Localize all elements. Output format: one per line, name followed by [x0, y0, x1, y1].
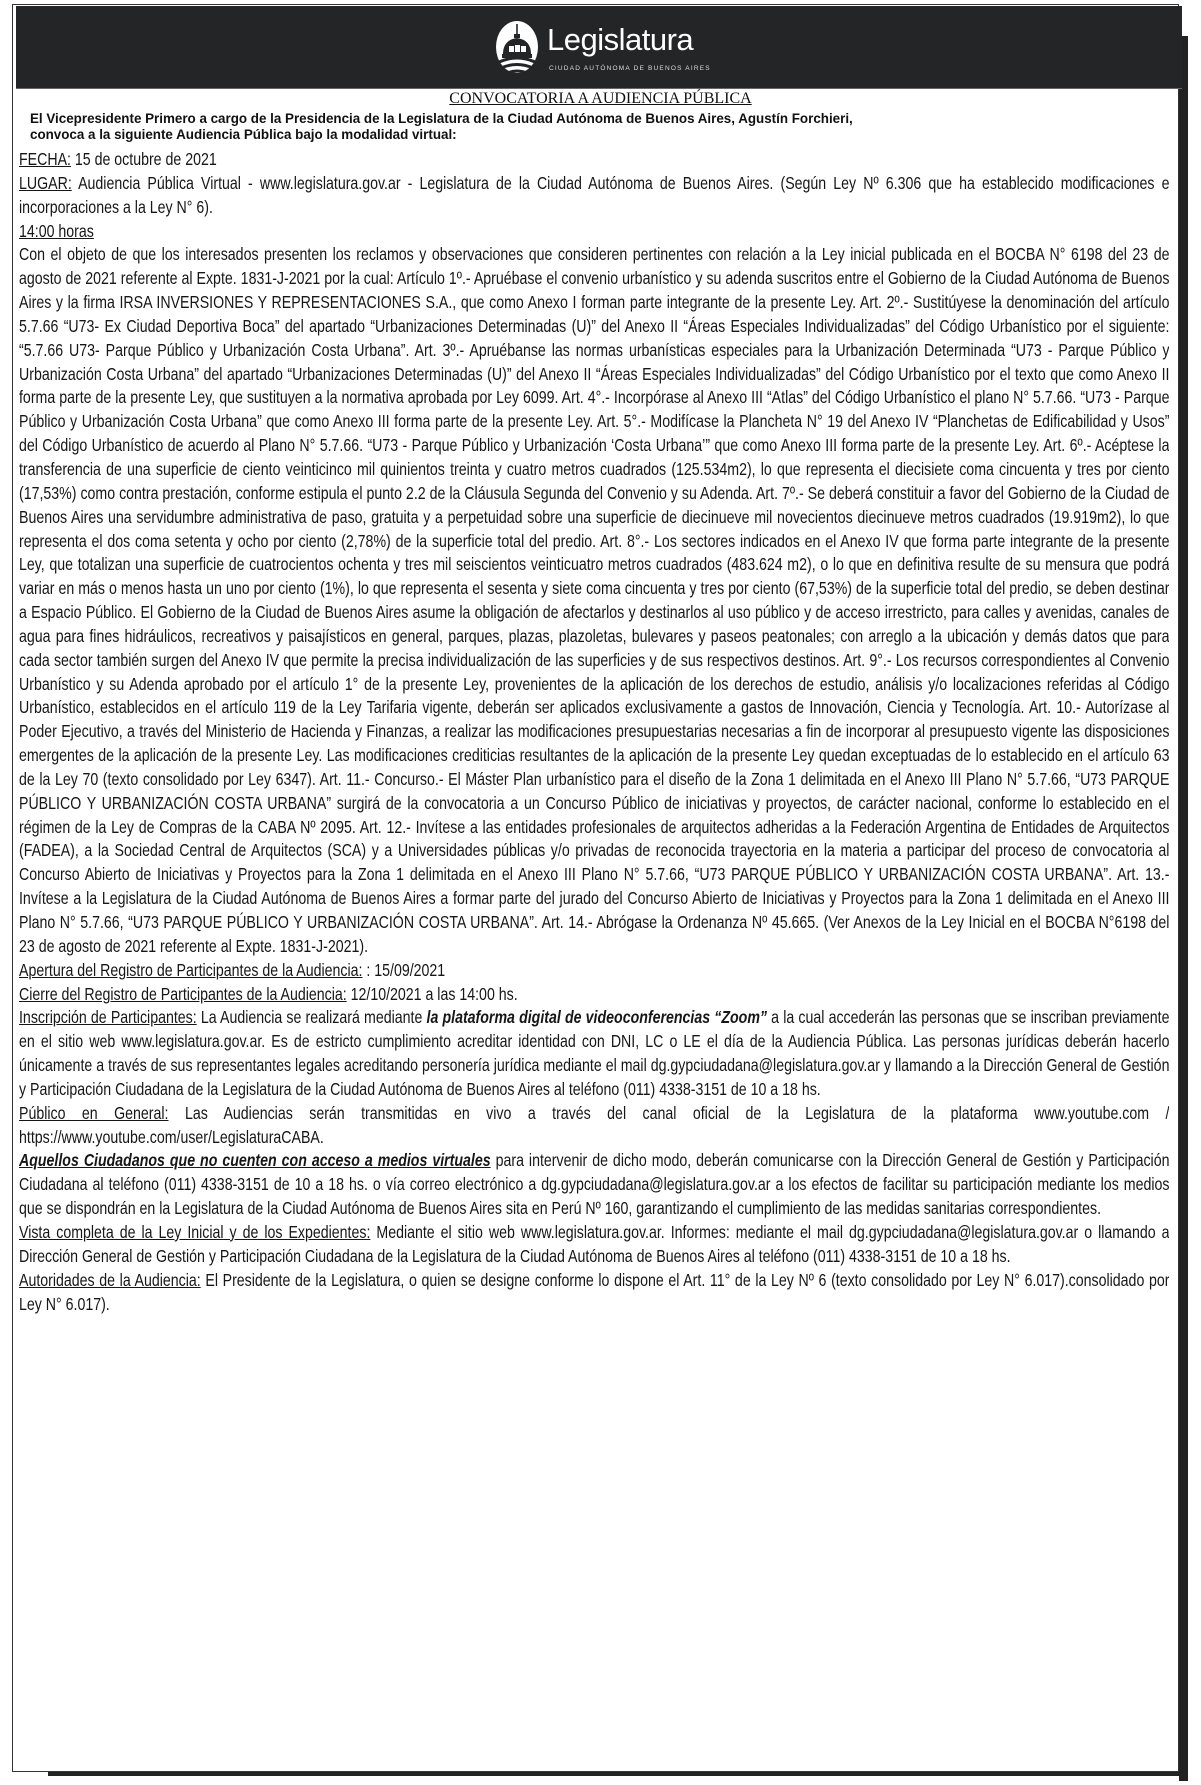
fecha-label: FECHA:: [19, 149, 71, 169]
inscripcion-text-before: La Audiencia se realizará mediante: [196, 1007, 427, 1028]
legislatura-logo: [493, 20, 713, 80]
cierre-label: Cierre del Registro de Participantes de la Audiencia:: [19, 983, 347, 1004]
vista-paragraph: [19, 1221, 1169, 1269]
apertura-label: Apertura del Registro de Participantes de la Audiencia:: [19, 959, 363, 980]
sin-acceso-label: Aquellos Ciudadanos que no cuenten con acceso a medios virtuales: [19, 1150, 491, 1171]
autoridades-value: El Presidente de la Legislatura, o quien se designe conforme lo dispone el Art. 11° de la Ley Nº 6 (texto consolidado por Ley N° 6.017).consolidado por Ley N° 6.017).: [19, 1269, 1169, 1314]
header-banner: [16, 6, 1182, 89]
frame-shadow-right: [1179, 36, 1188, 1781]
publico-paragraph: [19, 1102, 1169, 1150]
lugar-label: LUGAR:: [19, 172, 72, 193]
fecha-line: [19, 148, 1169, 172]
intro-paragraph: [30, 111, 1130, 143]
publico-label: Público en General:: [19, 1102, 169, 1123]
cierre-value: 12/10/2021 a las 14:00 hs.: [346, 983, 518, 1004]
publico-value: Las Audiencias serán transmitidas en vivo a través del canal oficial de la Legislatura de la plataforma www.youtube.com / https://www.youtube.com/user/LegislaturaCABA.: [19, 1102, 1169, 1147]
dome-building-icon: [493, 20, 543, 78]
intro-line-1: El Vicepresidente Primero a cargo de la Presidencia de la Legislatura de la Ciudad Autónoma de Buenos Aires, Agustín Forchieri,: [30, 111, 853, 126]
logo-subtitle: CIUDAD AUTÓNOMA DE BUENOS AIRES: [549, 65, 711, 72]
hora-value: 14:00 horas: [19, 220, 94, 241]
inscripcion-text-after: a la cual accederán las personas que se inscriban previamente en el sitio web www.legislatura.gov.ar. Es de estricto cumplimiento acreditar identidad con DNI, LC o LE el día de la Audiencia Pública. Las personas jurídicas deberán hacerlo únicamente a través de sus representantes legales acreditando personería jurídica mediante el mail dg.gypciudadana@legislatura.gov.ar y llamando a la Dirección General de Gestión y Participación Ciudadana de la Legislatura de la Ciudad Autónoma de Buenos Aires al teléfono (011) 4338-3151 de 10 a 18 hs.: [19, 1007, 1169, 1099]
hora-line: [19, 220, 1169, 244]
autoridades-label: Autoridades de la Audiencia:: [19, 1269, 201, 1290]
objeto-paragraph: Con el objeto de que los interesados presenten los reclamos y observaciones que consideren pertinentes con relación a la Ley inicial publicada en el BOCBA N° 6198 del 23 de agosto de 2021 referente al Expte. 1831-J-2021 por la cual: Artículo 1º.- Apruébase el convenio urbanístico y su adenda suscritos entre el Gobierno de la Ciudad Autónoma de Buenos Aires y la firma IRSA INVERSIONES Y REPRESENTACIONES S.A., que como Anexo I forman parte integrante de la presente Ley. Art. 2º.- Sustitúyese la denominación del artículo 5.7.66 “U73- Ex Ciudad Deportiva Boca” del apartado “Urbanizaciones Determinadas (U)” del Anexo II “Áreas Especiales Individualizadas” del Código Urbanístico por el siguiente: “5.7.66 U73- Parque Público y Urbanización Costa Urbana”. Art. 3º.- Apruébanse las normas urbanísticas especiales para la Urbanización Determinada “U73 - Parque Público y Urbanización Costa Urbana” del apartado “Urbanizaciones Determinadas (U)” del Anexo II “Áreas Especiales Individualizadas” del Código Urbanístico por el texto que como Anexo II forma parte de la presente Ley, que sustituyen a la normativa aprobada por Ley 6099. Art. 4°.- Incorpórase al Anexo III “Atlas” del Código Urbanístico el plano N° 5.7.66. “U73 - Parque Público y Urbanización Costa Urbana” que como Anexo III forma parte de la presente Ley. Art. 5°.- Modifícase la Plancheta N° 19 del Anexo IV “Planchetas de Edificabilidad y Usos” del Código Urbanístico de acuerdo al Plano N° 5.7.66. “U73 - Parque Público y Urbanización ‘Costa Urbana’” que como Anexo III forma parte de la presente Ley. Art. 6º.- Acéptese la transferencia de una superficie de ciento veinticinco mil quinientos treinta y cuatro metros cuadrados (125.534m2), lo que representa el diecisiete coma cincuenta y tres por ciento (17,53%) como contra prestación, conforme estipula el punto 2.2 de la Cláusula Segunda del Convenio y su Adenda. Art. 7º.- Se deberá constituir a favor del Gobierno de la Ciudad de Buenos Aires una servidumbre administrativa de paso, gratuita y a perpetuidad sobre una superficie de diecinueve mil novecientos diecinueve metros cuadrados (19.919m2), lo que representa el dos coma setenta y ocho por ciento (2,78%) de la superficie total del predio. Art. 8°.- Los sectores indicados en el Anexo IV que forma parte integrante de la presente Ley, que totalizan una superficie de cuatrocientos ochenta y tres mil seiscientos veinticuatro metros cuadrados (483.624 m2), o lo que en definitiva resulte de su mensura que podrá variar en más o menos hasta un uno por ciento (1%), lo que representa el sesenta y siete coma cincuenta y tres por ciento (67,53%) de la superficie total del predio, se deben destinar a Espacio Público. El Gobierno de la Ciudad de Buenos Aires asume la obligación de afectarlos y destinarlos al uso público y de acceso irrestricto, para calles y avenidas, canales de agua para fines hidráulicos, recreativos y paisajísticos en general, parques, plazas, plazoletas, bulevares y paseos peatonales; con arreglo a la ubicación y demás datos que para cada sector también surgen del Anexo IV que permite la precisa individualización de las superficies y de sus respectivos destinos. Art. 9°.- Los recursos correspondientes al Convenio Urbanístico y su Adenda aprobado por el artículo 1° de la presente Ley, provenientes de la aplicación de los derechos de estudio, análisis y/o localizaciones referidas al Código Urbanístico, establecidos en el artículo 119 de la Ley Tarifaria vigente, deberán ser aplicados exclusivamente a gastos de Innovación, Ciencia y Tecnología. Art. 10.- Autorízase al Poder Ejecutivo, a través del Ministerio de Hacienda y Finanzas, a realizar las modificaciones presupuestarias necesarias a fin de incorporar al presupuesto vigente las disposiciones emergentes de la aplicación de la presente Ley. Las modificaciones crediticias resultantes de la aplicación de la presente Ley quedan exceptuadas de lo establecido en el artículo 63 de la Ley 70 (texto consolidado por Ley 6347). Art. 11.- Concurso.- El Máster Plan urbanístico para el diseño de la Zona 1 delimitada en el Anexo III Plano N° 5.7.66, “U73 PARQUE PÚBLICO Y URBANIZACIÓN COSTA URBANA” surgirá de la convocatoria a un Concurso Público de iniciativas y proyectos, de carácter nacional, conforme lo establecido en el régimen de la Ley de Compras de la CABA Nº 2095. Art. 12.- Invítese a las entidades profesionales de arquitectos adheridas a la Federación Argentina de Entidades de Arquitectos (FADEA), a la Sociedad Central de Arquitectos (SCA) y a Universidades públicas y/o privadas de reconocida trayectoria en la materia a participar del proceso de convocatoria al Concurso Abierto de Iniciativas y Proyectos para la Zona 1 delimitada en el Anexo III Plano N° 5.7.66, “U73 PARQUE PÚBLICO Y URBANIZACIÓN COSTA URBANA”. Art. 13.- Invítese a la Legislatura de la Ciudad Autónoma de Buenos Aires a formar parte del jurado del Concurso Abierto de Iniciativas y Proyectos para la Zona 1 delimitada en el Anexo III Plano N° 5.7.66, “U73 PARQUE PÚBLICO Y URBANIZACIÓN COSTA URBANA”. Art. 14.- Abrógase la Ordenanza Nº 45.665. (Ver Anexos de la Ley Inicial en el BOCBA N°6198 del 23 de agosto de 2021 referente al Expte. 1831-J-2021).: [19, 244, 1169, 956]
cierre-line: [19, 983, 1169, 1007]
lugar-line: [19, 172, 1169, 220]
apertura-line: [19, 959, 1169, 983]
notice-body: [19, 148, 1169, 1768]
inscripcion-emphasis: la plataforma digital de videoconferencias “Zoom”: [426, 1007, 768, 1028]
sin-acceso-paragraph: [19, 1149, 1169, 1221]
autoridades-paragraph: [19, 1269, 1169, 1317]
page-title: CONVOCATORIA A AUDIENCIA PÚBLICA: [449, 90, 752, 107]
vista-value: Mediante el sitio web www.legislatura.gov.ar. Informes: mediante el mail dg.gypciudadana@legislatura.gov.ar o llamando a Dirección General de Gestión y Participación Ciudadana de la Legislatura de la Ciudad Autónoma de Buenos Aires al teléfono (011) 4338-3151 de 10 a 18 hs.: [19, 1221, 1169, 1266]
logo-name: Legislatura: [547, 22, 694, 57]
inscripcion-label: Inscripción de Participantes:: [19, 1007, 197, 1028]
apertura-value: : 15/09/2021: [362, 959, 446, 980]
lugar-value: Audiencia Pública Virtual - www.legislatura.gov.ar - Legislatura de la Ciudad Autónoma de Buenos Aires. (Según Ley Nº 6.306 que ha establecido modificaciones e incorporaciones a la Ley N° 6).: [19, 172, 1169, 217]
inscripcion-paragraph: [19, 1006, 1169, 1101]
intro-line-2: convoca a la siguiente Audiencia Pública bajo la modalidad virtual:: [30, 127, 457, 142]
vista-label: Vista completa de la Ley Inicial y de los Expedientes:: [19, 1221, 371, 1242]
sin-acceso-value: para intervenir de dicho modo, deberán comunicarse con la Dirección General de Gestión y Participación Ciudadana al teléfono (011) 4338-3151 de 10 a 18 hs. o vía correo electrónico a dg.gypciudadana@legislatura.gov.ar a los efectos de facilitar su participación mediante los medios que se dispondrán en la Legislatura de la Ciudad Autónoma de Buenos Aires sita en Perú Nº 160, garantizando el cumplimiento de las medidas sanitarias correspondientes.: [19, 1150, 1169, 1219]
fecha-value: 15 de octubre de 2021: [70, 149, 217, 169]
